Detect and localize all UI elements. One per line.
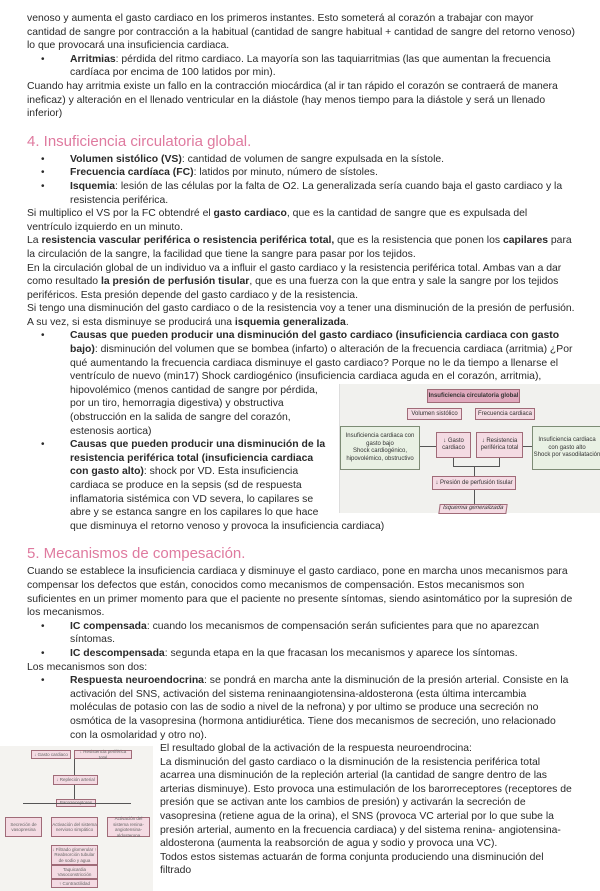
diagram2-box-contractilidad: ↑ Contractilidad <box>51 879 98 888</box>
bold-term: IC descompensada <box>70 647 165 659</box>
bullet-item <box>27 647 575 661</box>
bold-term: capilares <box>502 235 549 247</box>
diagram2-box-vasopresina: Secreción de vasopresina <box>5 817 42 837</box>
text-run: : segunda etapa en la que fracasan los mecanismos y aparece los síntomas. <box>164 647 518 659</box>
text-run: : disminución del volumen que se bombea (infarto) o alteración de la frecuencia cardiaca (arritmia) ¿Por qué aumentando la frecuencia cardiaca disminuye el gasto cardiaco? Porque no le da tiempo a llenarse el ventrículo de nuevo (min17) Shock cardiogénico (insuficiencia cardiaca aguda en el corazón, arritmia), hipovolémico (menos cantidad de sangre por pérdida, por un tiro, hemorragia digestiva) y obstructiva (obstrucción en la salida de sangre del corazón, estenosis aortica) <box>70 344 573 437</box>
text-run: Cuando hay arritmia existe un fallo en la contracción miocárdica (al ir tan rápido el corazón se contraerá de manera ineficaz) y alteración en el llenado ventricular en la diástole (hay menos tiempo para la diástole y será un llenado inferior) <box>27 80 558 120</box>
bullet-item <box>27 166 575 180</box>
diagram-box-resistencia: ↓ Resistencia periférica total <box>476 432 523 458</box>
bold-term: isquemia generalizada <box>234 316 346 328</box>
text-run: venoso y aumenta el gasto cardiaco en los primeros instantes. Esto someterá al corazón a trabajar con mayor cantidad de sangre por contracción a la habitual (cantidad de sangre habitual + cantidad de sangre del retorno venoso) lo que provocará una insuficiencia cardiaca. <box>27 13 575 52</box>
text-run: Si multiplico el VS por la FC obtendré el <box>27 208 214 220</box>
document-page <box>10 12 600 891</box>
paragraph <box>27 302 575 329</box>
text-run: que es la resistencia que ponen los <box>334 235 503 247</box>
diagram-box-isquemia: Isquemia generalizada <box>438 504 507 514</box>
paragraph <box>27 234 575 261</box>
paragraph <box>27 12 575 53</box>
diagram2-box-sns: Activación del sistema nervioso simpático <box>51 817 98 837</box>
diagram-box-gasto-alto: Insuficiencia cardiaca con gasto alto Shock por vasodilatación <box>532 426 600 470</box>
text-run: para la circulación de la sangre, la facilidad que tiene la sangre para pasar por los tejidos. <box>27 235 572 260</box>
bullet-item <box>27 674 575 742</box>
text-run: El resultado global de la activación de la respuesta neuroendrocina: <box>160 743 472 755</box>
bullet-item <box>27 620 575 647</box>
text-run: Cuando se establece la insuficiencia cardiaca y disminuye el gasto cardiaco, pone en marcha unos mecanismos para compensar los defectos que están, conocidos como mecanismos de compensación. Estos mecanismos son suficientes en un primer momento para que el paciente no presente síntomas, siendo asintomático por la supresión de los mecanismos. <box>27 566 573 619</box>
diagram2-box-resistencia: ↓ Resistencia periférica total <box>74 750 132 759</box>
bold-term: Volumen sistólico (VS) <box>70 153 182 165</box>
text-run: . <box>345 316 349 328</box>
section-heading <box>27 545 575 563</box>
text-run: : lesión de las células por la falta de O2. La generalizada sería cuando baja el gasto cardiaco y la resistencia periférica. <box>70 180 563 206</box>
bold-term: Arritmias <box>70 53 116 65</box>
diagram2-box-raa: Activación del sistema renina-angiotensina-aldosterona <box>107 817 150 837</box>
bold-term: Respuesta neuroendocrina <box>70 675 204 687</box>
paragraph <box>27 661 575 675</box>
diagram-box-volumen: Volumen sistólico <box>407 408 462 420</box>
bullet-item <box>27 153 575 167</box>
text-run: Todos estos sistemas actuarán de forma conjunta produciendo una disminución del filtrado <box>160 851 544 877</box>
text-run: , que es la cantidad de sangre que es expulsada del ventrículo izquierdo en un minuto. <box>27 208 528 233</box>
diagram-box-presion: ↓ Presión de perfusión tisular <box>432 476 516 490</box>
diagram2-box-filtrado: ↓ Filtrado glomerular ↑ Reabsorción tubular de sodio y agua <box>51 845 98 865</box>
paragraph <box>27 80 575 121</box>
text-run: : cuando los mecanismos de compensación serán suficientes para que no aparezcan síntomas. <box>70 620 540 646</box>
text-run: : shock por VD. Esta insuficiencia cardiaca se produce en la sepsis (sd de respuesta inflamatoria sistémica con VD severa, lo capilares se abre y se estanca sangre en los capilares lo que hace que disminuya el retorno venoso y provoca la insuficiencia cardiaca) <box>70 466 385 532</box>
bold-term: Causas que pueden producir una disminución del gasto cardiaco (insuficiencia cardiaca con gasto bajo) <box>70 330 560 356</box>
diagram2-box-gasto: ↓ Gasto cardiaco <box>31 750 71 759</box>
paragraph <box>27 262 575 303</box>
bold-term: Frecuencia cardíaca (FC) <box>70 167 194 179</box>
text-run: La <box>27 235 42 247</box>
text-run: Si tengo una disminución del gasto cardiaco o de la resistencia voy a tener una disminución de la presión de perfusión. A su vez, si esta disminuye se producirá una <box>27 303 575 328</box>
bullet-item <box>27 329 575 438</box>
section-heading <box>27 133 575 151</box>
bullet-item <box>27 180 575 207</box>
text-run: , que es una fuerza con la que entra y sale la sangre por los tejidos periféricos. Esta presión depende del gasto cardiaco y de la resistencia. <box>27 276 559 301</box>
diagram-title: Insuficiencia circulatoria global <box>427 389 520 403</box>
text-run: 5. Mecanismos de compesación. <box>27 545 246 563</box>
paragraph <box>27 565 575 619</box>
diagram2-box-replecion: ↓ Repleción arterial <box>53 775 98 785</box>
paragraph <box>27 207 575 234</box>
text-run: : latidos por minuto, número de sístoles. <box>193 167 378 179</box>
bold-term: IC compensada <box>70 620 147 632</box>
diagram-box-frecuencia: Frecuencia cardiaca <box>475 408 535 420</box>
bold-term: resistencia vascular periférica o resistencia periférica total, <box>41 235 335 247</box>
text-run: En la circulación global de un individuo va a influir el gasto cardiaco y la resistencia periférica total. Ambas van a dar como resultado <box>27 262 562 288</box>
bold-term: Isquemia <box>70 180 116 192</box>
text-run: La disminución del gasto cardiaco o la disminución de la resistencia periférica total acarrea una disminución de la repleción arterial (la cantidad de sangre dentro de las arterias disminuye). Esto provoca una estimulación de los barorreceptores (receptores de presión que se activan ante los cambios de presión) y activarán la secreción de vasopresina (retiene agua de la orina), el SNS (provoca VC arterial por lo que sube la presión arterial, aumento en la frecuencia cardiaca) y del sistema renina- angiotensina-aldosterona (aumenta la reabsorción de agua y sodio y provoca una VC). <box>160 756 572 850</box>
text-run: : pérdida del ritmo cardiaco. La mayoría son las taquiarritmias (las que aumentan la frecuencia cardíaca por encima de 100 latidos por min). <box>70 53 551 79</box>
text-run: : cantidad de volumen de sangre expulsada en la sístole. <box>181 153 445 165</box>
bullet-item <box>27 438 575 533</box>
diagram-box-gasto-bajo: Insuficiencia cardiaca con gasto bajo Shock cardiogénico, hipovolémico, obstructivo <box>340 426 420 470</box>
bold-term: gasto cardiaco <box>213 208 287 220</box>
text-run: : se pondrá en marcha ante la disminución de la presión arterial. Consiste en la activación del SNS, activación del sistema reninaangiotensina-aldosterona (esta última intercambia moléculas de potasio con las de sodio a nivel de la nefrona) y por ultimo se produce una secreción no osmótica de la vasopresina (hormona antidiurética. Tiene dos mecanismos de secreción, uno relacionado con la osmolaridad y otro no). <box>70 675 569 741</box>
bullet-item <box>27 53 575 80</box>
diagram2-box-taquicardia: Taquicardia Vasoconstricción <box>51 865 98 879</box>
diagram-box-gasto: ↓ Gasto cardiaco <box>436 432 471 458</box>
bold-term: la presión de perfusión tisular <box>100 276 250 288</box>
text-run: Los mecanismos son dos: <box>27 661 148 673</box>
figure-respuesta-neuroendocrina <box>0 746 153 891</box>
text-run: 4. Insuficiencia circulatoria global. <box>27 132 252 150</box>
bold-term: Causas que pueden producir una disminución de la resistencia periférica total (insuficiencia cardiaca con gasto alto) <box>70 439 326 478</box>
